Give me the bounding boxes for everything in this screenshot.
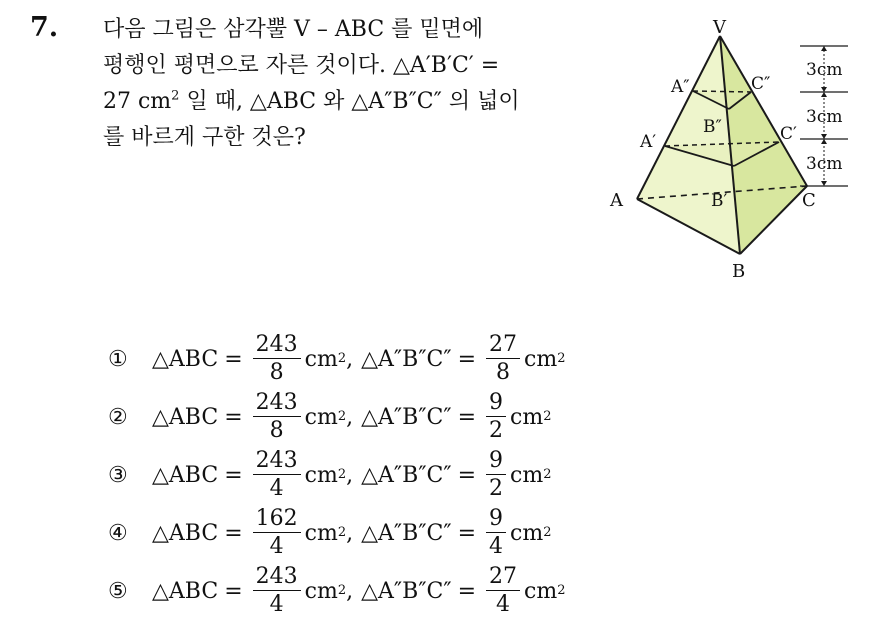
unit: cm xyxy=(304,578,338,604)
vertex-label-a2: A″ xyxy=(671,77,690,97)
vertex-label-b2: B″ xyxy=(703,117,722,137)
question-line-1: 다음 그림은 삼각뿔 V – ABC 를 밑면에 xyxy=(103,17,484,42)
ruler-arrow xyxy=(821,87,827,92)
vertex-label-a1: A′ xyxy=(640,132,657,152)
numerator: 243 xyxy=(253,334,301,359)
ruler-arrow xyxy=(821,139,827,144)
equals-sign: = xyxy=(224,520,243,546)
choice-4[interactable]: ④ △ABC = $\frac{162}{4}$ cm 2 , △A″B″C″ = $\frac{9}{4}$ cm 2 xyxy=(108,506,552,559)
numerator: 9 xyxy=(486,392,506,417)
denominator: 4 xyxy=(496,592,511,617)
numerator: 27 xyxy=(486,566,520,591)
equals-sign: = xyxy=(457,520,477,546)
height-label-3: 3cm xyxy=(806,154,843,174)
choice-3[interactable]: ③ △ABC = $\frac{243}{4}$ cm 2 , △A″B″C″ = $\frac{9}{2}$ cm 2 xyxy=(108,448,552,501)
unit: cm xyxy=(510,404,544,430)
pyramid-diagram xyxy=(600,18,870,286)
numerator: 9 xyxy=(486,508,506,533)
question-line-4: 를 바르게 구한 것은? xyxy=(103,125,306,150)
denominator: 2 xyxy=(489,418,504,443)
denominator: 2 xyxy=(489,476,504,501)
vertex-label-v: V xyxy=(713,18,726,38)
denominator: 8 xyxy=(269,360,284,385)
ruler-arrow xyxy=(821,92,827,97)
choice-lhs: △ABC xyxy=(152,404,219,430)
ruler-arrow xyxy=(821,181,827,186)
question-text xyxy=(103,12,593,156)
fraction xyxy=(486,450,506,500)
unit: cm xyxy=(524,578,558,604)
choice-number: ① xyxy=(108,346,128,372)
question-line-3-rest: 일 때, △ABC 와 △A″B″C″ 의 넓이 xyxy=(179,89,520,114)
ruler-arrow xyxy=(821,46,827,51)
area-value: 27 cm xyxy=(103,89,172,114)
denominator: 4 xyxy=(269,476,284,501)
area-exponent: 2 xyxy=(171,88,180,104)
fraction xyxy=(253,450,301,500)
fraction xyxy=(486,566,520,616)
choice-mid: △A″B″C″ xyxy=(361,346,452,372)
equals-sign: = xyxy=(224,462,243,488)
ruler-arrow xyxy=(821,134,827,139)
choice-mid: △A″B″C″ xyxy=(361,404,452,430)
equals-sign: = xyxy=(457,346,477,372)
comma: , xyxy=(346,462,354,488)
choice-2[interactable]: ② △ABC = $\frac{243}{8}$ cm 2 , △A″B″C″ = $\frac{9}{2}$ cm 2 xyxy=(108,390,552,443)
denominator: 8 xyxy=(496,360,511,385)
vertex-label-a: A xyxy=(610,190,623,211)
vertex-label-c2: C″ xyxy=(751,74,771,94)
vertex-label-c1: C′ xyxy=(780,124,797,144)
problem-number: 7. xyxy=(30,12,59,43)
numerator: 162 xyxy=(253,508,301,533)
comma: , xyxy=(346,520,354,546)
choice-number: ③ xyxy=(108,462,128,488)
equals-sign: = xyxy=(224,346,243,372)
answer-choices xyxy=(108,330,566,620)
choice-number: ⑤ xyxy=(108,578,128,604)
equals-sign: = xyxy=(457,462,477,488)
denominator: 4 xyxy=(489,534,504,559)
unit: cm xyxy=(510,520,544,546)
vertex-label-b1: B′ xyxy=(711,191,728,211)
choice-number: ④ xyxy=(108,520,128,546)
unit: cm xyxy=(304,346,338,372)
unit: cm xyxy=(304,404,338,430)
numerator: 27 xyxy=(486,334,520,359)
choice-mid: △A″B″C″ xyxy=(361,462,452,488)
question-line-3 xyxy=(103,84,593,120)
choice-lhs: △ABC xyxy=(152,462,219,488)
numerator: 9 xyxy=(486,450,506,475)
choice-5[interactable]: ⑤ △ABC = $\frac{243}{4}$ cm 2 , △A″B″C″ = $\frac{27}{4}$ cm 2 xyxy=(108,564,566,617)
pyramid-figure xyxy=(600,18,870,286)
denominator: 8 xyxy=(269,418,284,443)
fraction xyxy=(253,508,301,558)
choice-lhs: △ABC xyxy=(152,520,219,546)
unit: cm xyxy=(524,346,558,372)
unit: cm xyxy=(510,462,544,488)
unit: cm xyxy=(304,520,338,546)
fraction xyxy=(486,508,506,558)
comma: , xyxy=(346,346,354,372)
comma: , xyxy=(346,404,354,430)
equals-sign: = xyxy=(224,578,243,604)
choice-1[interactable]: ① △ABC = $\frac{243}{8}$ cm 2 , △A″B″C″ = $\frac{27}{8}$ cm 2 xyxy=(108,332,566,385)
denominator: 4 xyxy=(269,592,284,617)
choice-number: ② xyxy=(108,404,128,430)
choice-lhs: △ABC xyxy=(152,578,219,604)
unit: cm xyxy=(304,462,338,488)
vertex-label-c: C xyxy=(802,190,816,211)
numerator: 243 xyxy=(253,450,301,475)
fraction xyxy=(486,392,506,442)
fraction xyxy=(253,334,301,384)
choice-mid: △A″B″C″ xyxy=(361,520,452,546)
height-label-2: 3cm xyxy=(806,107,843,127)
numerator: 243 xyxy=(253,566,301,591)
question-line-2: 평행인 평면으로 자른 것이다. △A′B′C′ = xyxy=(103,53,500,78)
equals-sign: = xyxy=(224,404,243,430)
choice-mid: △A″B″C″ xyxy=(361,578,452,604)
comma: , xyxy=(346,578,354,604)
choice-lhs: △ABC xyxy=(152,346,219,372)
fraction xyxy=(253,392,301,442)
equals-sign: = xyxy=(457,404,477,430)
fraction xyxy=(486,334,520,384)
vertex-label-b: B xyxy=(732,261,746,282)
fraction xyxy=(253,566,301,616)
equals-sign: = xyxy=(457,578,477,604)
numerator: 243 xyxy=(253,392,301,417)
height-label-1: 3cm xyxy=(806,60,843,80)
denominator: 4 xyxy=(269,534,284,559)
